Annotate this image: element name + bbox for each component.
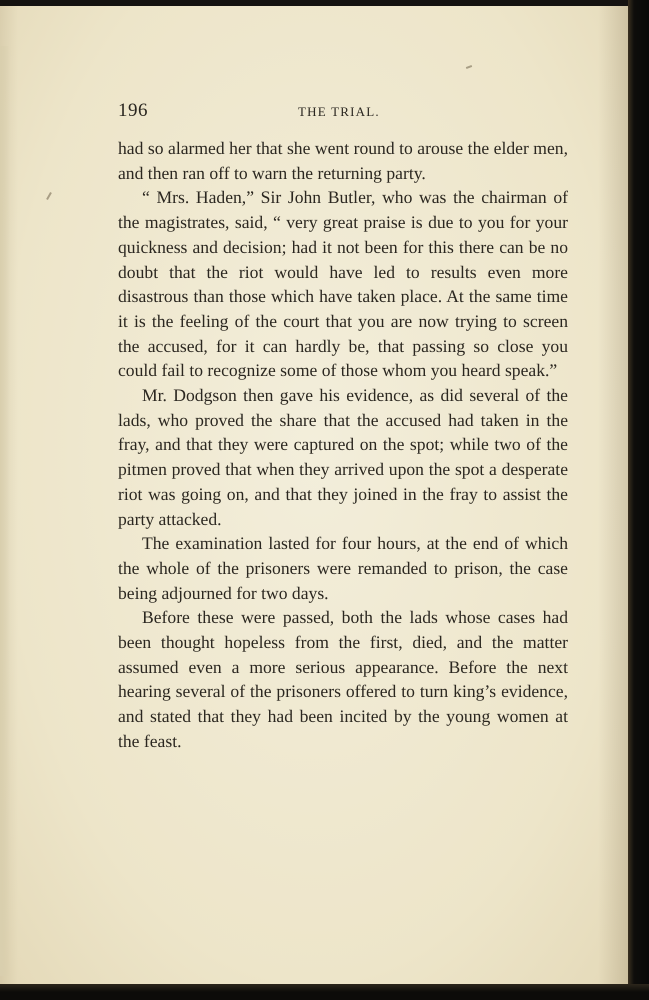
paragraph: “ Mrs. Haden,” Sir John Butler, who was the chairman of the magistrates, said, “ very great praise is due to you for your quickness and decision; had it not been for this there can be no doubt that the riot would have led to results even more disastrous than those which have taken place. At the same time it is the feeling of the court that you are now trying to screen the accused, for it can hardly be, that passing so close you could fail to recognize some of those whom you heard speak.” — [118, 187, 568, 381]
running-head: THE TRIAL. — [298, 104, 380, 119]
body-text — [118, 136, 568, 754]
ink-speck — [46, 192, 52, 200]
page-edge-shadow — [628, 0, 649, 1000]
ink-speck — [466, 65, 472, 69]
page-sheet — [0, 6, 628, 988]
gutter-shadow — [0, 46, 10, 976]
paragraph: Mr. Dodgson then gave his evidence, as did several of the lads, who proved the share that the accused had taken in the fray, and that they were captured on the spot; while two of the pitmen proved that when they arrived upon the spot a desperate riot was going on, and that they joined in the fray to assist the party attacked. — [118, 385, 568, 529]
paragraph: The examination lasted for four hours, at the end of which the whole of the prisoners were remanded to prison, the case being adjourned for two days. — [118, 533, 568, 603]
page-header — [118, 100, 568, 124]
page-number: 196 — [118, 100, 148, 121]
page-bottom-shadow — [0, 984, 649, 1000]
paragraph: had so alarmed her that she went round to arouse the elder men, and then ran off to warn the returning party. — [118, 138, 568, 183]
paragraph: Before these were passed, both the lads whose cases had been thought hopeless from the first, died, and the matter assumed even a more serious appearance. Before the next hearing several of the prisoners offered to turn king’s evidence, and stated that they had been incited by the young women at the feast. — [118, 607, 568, 751]
